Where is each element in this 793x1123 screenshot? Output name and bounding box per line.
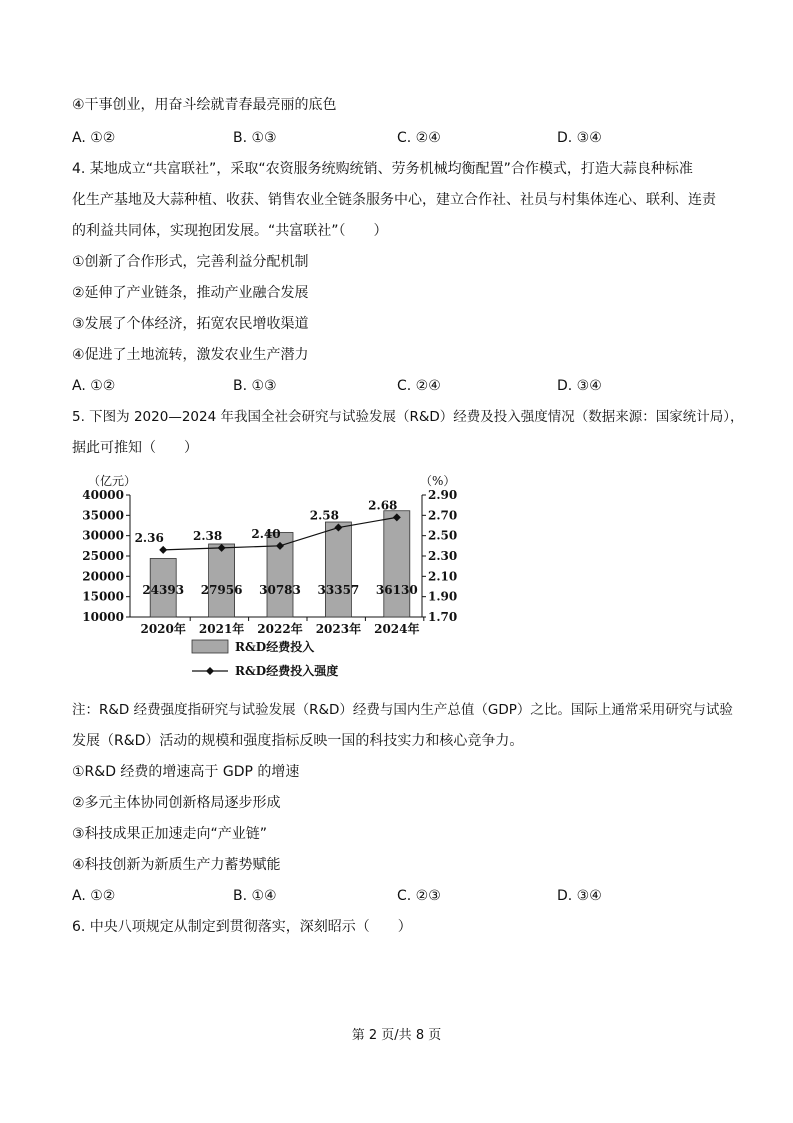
q5-option-b[interactable]: B. ①④	[233, 888, 277, 904]
q4-item-1: ①创新了合作形式，完善利益分配机制	[72, 254, 309, 270]
q3-item-4: ④干事创业，用奋斗绘就青春最亮丽的底色	[72, 97, 337, 113]
q5-option-d[interactable]: D. ③④	[557, 888, 602, 904]
intensity-value-label: 2.58	[309, 508, 340, 523]
rd-chart	[72, 470, 472, 685]
left-tick-label: 15000	[82, 589, 124, 604]
q6-stem: 6. 中央八项规定从制定到贯彻落实，深刻昭示（ ）	[72, 919, 412, 935]
bar-value-label: 24393	[142, 583, 185, 597]
right-axis-unit: （%）	[420, 474, 456, 488]
page-footer: 第 2 页/共 8 页	[351, 1028, 442, 1043]
x-tick-label: 2020年	[140, 622, 186, 636]
q5-item-2: ②多元主体协同创新格局逐步形成	[72, 795, 281, 811]
q5-option-c[interactable]: C. ②③	[397, 888, 441, 904]
q4-stem-line-2: 化生产基地及大蒜种植、收获、销售农业全链条服务中心，建立合作社、社员与村集体连心、联利、连责	[72, 192, 716, 208]
intensity-value-label: 2.36	[134, 530, 164, 545]
q5-item-3: ③科技成果正加速走向“产业链”	[72, 826, 268, 842]
bar	[209, 544, 235, 617]
right-tick-label: 1.90	[428, 589, 458, 604]
q4-option-a[interactable]: A. ①②	[72, 378, 116, 394]
left-tick-label: 35000	[82, 508, 124, 523]
x-tick-label: 2022年	[257, 622, 303, 636]
intensity-point	[159, 546, 167, 554]
legend-bar-label: R&D经费投入	[235, 640, 315, 654]
q5-note-line-2: 发展（R&D）活动的规模和强度指标反映一国的科技实力和核心竞争力。	[72, 733, 524, 749]
left-tick-label: 25000	[82, 549, 124, 563]
q4-item-2: ②延伸了产业链条，推动产业融合发展	[72, 285, 309, 301]
q5-item-4: ④科技创新为新质生产力蓄势赋能	[72, 857, 281, 873]
q4-stem-line-3: 的利益共同体，实现抱团发展。“共富联社”（ ）	[72, 223, 388, 239]
q3-option-a[interactable]: A. ①②	[72, 130, 116, 146]
q4-stem-line-1: 4. 某地成立“共富联社”，采取“农资服务统购统销、劳务机械均衡配置”合作模式，打造大蒜良种标准	[72, 161, 693, 177]
q3-option-c[interactable]: C. ②④	[397, 130, 441, 146]
q4-item-4: ④促进了土地流转，激发农业生产潜力	[72, 347, 309, 363]
q5-stem-line-2: 据此可推知（ ）	[72, 440, 198, 456]
left-tick-label: 20000	[82, 569, 124, 584]
q4-option-d[interactable]: D. ③④	[557, 378, 602, 394]
q5-note-line-1: 注：R&D 经费强度指研究与试验发展（R&D）经费与国内生产总值（GDP）之比。国际上通常采用研究与试验	[72, 702, 733, 718]
x-tick-label: 2023年	[315, 622, 362, 636]
q5-option-a[interactable]: A. ①②	[72, 888, 116, 904]
q3-option-d[interactable]: D. ③④	[557, 130, 602, 146]
x-tick-label: 2024年	[374, 622, 420, 636]
left-axis-unit: （亿元）	[88, 474, 137, 488]
q3-option-b[interactable]: B. ①③	[233, 130, 277, 146]
right-tick-label: 2.70	[428, 508, 458, 523]
bar-value-label: 30783	[259, 583, 301, 597]
bar-value-label: 27956	[200, 583, 243, 597]
bar	[325, 522, 351, 617]
q5-item-1: ①R&D 经费的增速高于 GDP 的增速	[72, 764, 300, 780]
bar	[384, 511, 410, 617]
legend-line-marker	[206, 667, 214, 675]
left-tick-label: 10000	[82, 610, 124, 624]
q4-option-b[interactable]: B. ①③	[233, 378, 277, 394]
q4-item-3: ③发展了个体经济，拓宽农民增收渠道	[72, 316, 309, 332]
left-tick-label: 30000	[82, 528, 124, 543]
right-tick-label: 2.10	[428, 569, 458, 584]
left-tick-label: 40000	[82, 488, 124, 502]
x-tick-label: 2021年	[198, 622, 245, 636]
right-tick-label: 2.30	[428, 549, 458, 563]
bar-value-label: 33357	[317, 583, 360, 597]
bar-value-label: 36130	[375, 583, 418, 597]
intensity-value-label: 2.68	[368, 498, 398, 513]
intensity-value-label: 2.40	[251, 526, 281, 541]
right-tick-label: 1.70	[428, 610, 458, 624]
right-tick-label: 2.50	[428, 528, 458, 543]
intensity-value-label: 2.38	[192, 528, 223, 543]
legend-bar-swatch	[192, 640, 228, 653]
right-tick-label: 2.90	[428, 488, 458, 502]
q5-stem-line-1: 5. 下图为 2020—2024 年我国全社会研究与试验发展（R&D）经费及投入强度情况（数据来源：国家统计局），	[72, 409, 744, 425]
legend-line-label: R&D经费投入强度	[235, 664, 339, 678]
q4-option-c[interactable]: C. ②④	[397, 378, 441, 394]
